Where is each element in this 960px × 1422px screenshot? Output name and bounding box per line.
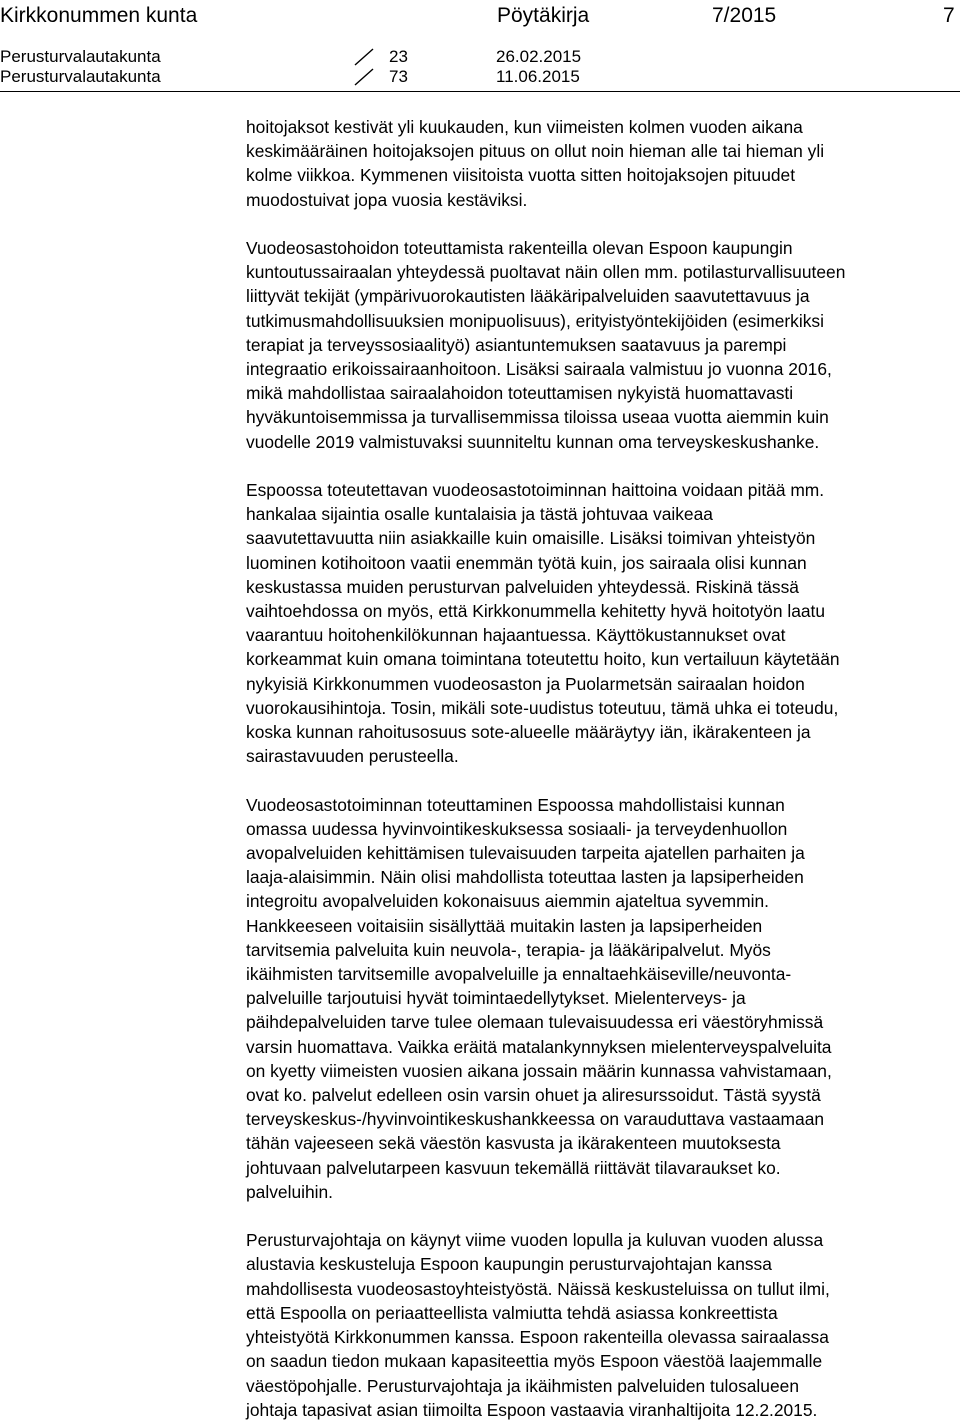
body-paragraph: hoitojaksot kestivät yli kuukauden, kun viimeisten kolmen vuoden aikana keskimääräinen hoitojaksojen pituus on ollut noin hieman alle tai hieman yli kolme viikkoa. Kymmenen viisitoista vuotta sitten hoitojaksojen pituudet muodostuivat jopa vuosia kestäviksi.	[246, 117, 825, 210]
reference-body: Perusturvalautakunta	[0, 67, 161, 86]
section-sign-icon	[354, 68, 374, 86]
page-number: 7	[943, 4, 955, 27]
reference-date: 26.02.2015	[496, 47, 582, 66]
body-paragraph: Espoossa toteutettavan vuodeosastotoiminnan haittoina voidaan pitää mm. hankalaa sijaintia osalle kuntalaisia ja tästä johtuvaa vaikeaa saavutettavuutta niin asiakkaille kuin omaisille. Lisäksi toimivan yhteistyön luominen kotihoitoon vaatii enemmän työtä kuin, jos sairaala olisi kunnan keskustassa muiden perusturvan palveluiden yhteydessä. Riskinä tässä vaihtoehdossa on myös, että Kirkkonummella kehitetty hyvä hoitotyön laatu vaarantuu hoitohenkilökunnan hajaantuessa. Käyttökustannukset ovat korkeammat kuin omana toimintana toteutettu hoito, kun vertailuun käytetään nykyisiä Kirkkonummen vuodeosaston ja Puolarmetsän sairaalan hoidon vuorokausihintoja. Tosin, mikäli sote-uudistus toteutuu, tämä uhka ei toteudu, koska kunnan rahoitusosuus sote-alueelle määräytyy iän, ikärakenteen ja sairastavuuden perusteella.	[246, 480, 840, 767]
body-paragraph: Vuodeosastotoiminnan toteuttaminen Espoossa mahdollistaisi kunnan omassa uudessa hyvinvointikeskuksessa sosiaali- ja terveydenhuollon avopalveluiden kehittämisen tulevaisuuden tarpeita ajatellen parhaiten ja laaja-alaisimmin. Näin olisi mahdollista toteuttaa lasten ja lapsiperheiden integroitu avopalveluiden kokonaisuus aiemmin ajateltua syvemmin. Hankkeeseen voitaisiin sisällyttää muitakin lasten ja lapsiperheiden tarvitsemia palveluita kuin neuvola-, terapia- ja lääkäripalvelut. Myös ikäihmisten tarvitsemille avopalveluille ja ennaltaehkäiseville/neuvonta- palveluille tarjoutuisi hyvät toimintaedellytykset. Mielenterveys- ja päihdepalveluiden tarve tulee olemaan tulevaisuudessa eri väestöryhmissä varsin huomattava. Vaikka eräitä matalankynnyksen mielenterveyspalveluita on kyetty viimeisten vuosien aikana jossain määrin kunnassa vahvistamaan, ovat ko. palvelut edelleen osin varsin ohuet ja aliresurssoidut. Tästä syystä terveyskeskus-/hyvinvointikeskushankkeessa on varauduttava vastaamaan tähän vajeeseen sekä väestön kasvusta ja ikärakenteen muutoksesta johtuvaan palvelutarpeen kasvuun tekemällä riittävät tilavaraukset ko. palveluihin.	[246, 794, 832, 1202]
document-type: Pöytäkirja	[497, 4, 590, 27]
reference-date: 11.06.2015	[496, 67, 580, 86]
body-paragraph: Perusturvajohtaja on käynyt viime vuoden lopulla ja kuluvan vuoden alussa alustavia keskusteluja Espoon kaupungin perusturvajohtajan kanssa mahdollisesta vuodeosastoyhteistyöstä. Näissä keskusteluissa on tullut ilmi, että Espoolla on periaatteellista valmiutta tehdä asiassa konkreettista yhteistyötä Kirkkonummen kanssa. Espoon rakenteilla olevassa sairaalassa on saadun tiedon mukaan kapasiteettia myös Espoon väestöä laajemmalle väestöpohjalle. Perusturvajohtaja ja ikäihmisten palveluiden tulosalueen johtaja tapasivat asian tiimoilta Espoon vastaavia viranhaltijoita 12.2.2015.	[246, 1230, 830, 1420]
body-paragraph: Vuodeosastohoidon toteuttamista rakenteilla olevan Espoon kaupungin kuntoutussairaalan yhteydessä puoltavat näin ollen mm. potilasturvallisuuteen liittyvät tekijät (ympärivuorokautisten lääkäripalveluiden saavutettavuus ja tutkimusmahdollisuuksien monipuolisuus), erityistyöntekijöiden (esimerkiksi terapiat ja terveyssosiaalityö) asiantuntemuksen saatavuus ja parempi integraatio erikoissairaanhoitoon. Lisäksi sairaala valmistuu jo vuonna 2016, mikä mahdollistaa sairaalahoidon toteuttamisen nykyistä huomattavasti hyväkuntoisemmissa ja turvallisemmissa tiloissa useaa vuotta aiemmin kuin vuodelle 2019 valmistuvaksi suunniteltu kunnan oma terveyskeskushanke.	[246, 238, 846, 452]
reference-section: 73	[389, 67, 408, 86]
issue-number: 7/2015	[712, 4, 777, 27]
document-header	[0, 0, 960, 96]
section-sign-icon	[354, 48, 374, 66]
document-body	[246, 115, 958, 1422]
organization-name: Kirkkonummen kunta	[0, 4, 198, 27]
reference-section: 23	[389, 47, 408, 66]
reference-body: Perusturvalautakunta	[0, 47, 161, 66]
header-divider	[0, 91, 960, 92]
